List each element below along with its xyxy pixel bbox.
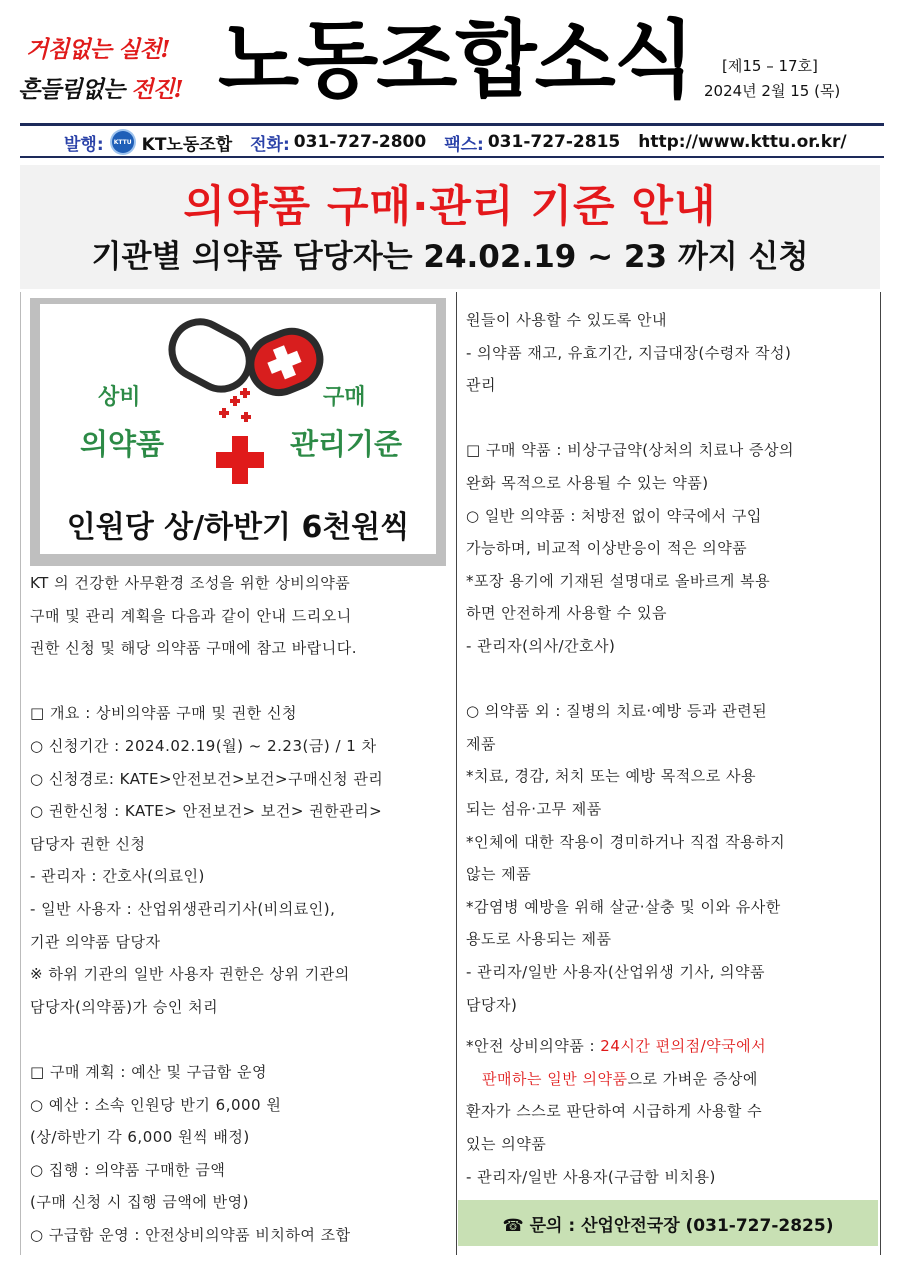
body-text-line: 가능하며, 비교적 이상반응이 적은 의약품 <box>466 539 748 558</box>
fax-number: 031-727-2815 <box>487 132 621 152</box>
body-text-line: □ 구매 계획 : 예산 및 구급함 운영 <box>30 1063 267 1081</box>
contact-box <box>458 1200 878 1246</box>
safe-medicine-line-4: 있는 의약품 <box>466 1135 547 1153</box>
body-text-line: ○ 신청경로: KATE>안전보건>보건>구매신청 관리 <box>30 769 384 788</box>
graphic-label-right-top: 구매 <box>323 385 366 410</box>
headline-title: 의약품 구매·관리 기준 안내 <box>183 182 717 232</box>
body-text-line: ○ 예산 : 소속 인원당 반기 6,000 원 <box>30 1095 282 1114</box>
body-text-line: □ 개요 : 상비의약품 구매 및 권한 신청 <box>30 704 297 723</box>
body-text-line: 담당자(의약품)가 승인 처리 <box>30 997 219 1016</box>
graphic-label-left-bottom: 의약품 <box>80 427 165 461</box>
graphic-label-right-bottom: 관리기준 <box>290 427 403 461</box>
body-text-line: ○ 권한신청 : KATE> 안전보건> 보건> 권한관리> <box>30 802 383 821</box>
medicine-graphic <box>40 304 436 554</box>
safe-medicine-manager-line: - 관리자/일반 사용자(구급함 비치용) <box>466 1168 716 1186</box>
body-text-line: ○ 집행 : 의약품 구매한 금액 <box>30 1160 226 1179</box>
body-text-line: *포장 용기에 기재된 설명대로 올바르게 복용 <box>466 571 771 590</box>
body-text-line: - 관리자/일반 사용자(산업위생 기사, 의약품 <box>466 963 765 981</box>
slogan-line-2: 흔들림없는 전진! <box>18 76 183 103</box>
body-text-line: □ 구매 약품 : 비상구급약(상처의 치료나 증상의 <box>466 441 795 460</box>
fax-label: 팩스: <box>444 134 484 155</box>
body-text-line: - 관리자 : 간호사(의료인) <box>30 867 205 886</box>
body-text-line: 권한 신청 및 해당 의약품 구매에 참고 바랍니다. <box>30 639 357 658</box>
headline-subtitle: 기관별 의약품 담당자는 24.02.19 ~ 23 까지 신청 <box>91 239 809 275</box>
contact-text: ☎ 문의 : 산업안전국장 (031-727-2825) <box>502 1215 834 1236</box>
body-text-line: - 일반 사용자 : 산업위생관리기사(비의료인), <box>30 900 336 918</box>
body-text-line: (구매 신청 시 집행 금액에 반영) <box>30 1193 249 1212</box>
headline-box <box>20 165 880 289</box>
body-text-line: - 관리자(의사/간호사) <box>466 637 616 655</box>
body-text-line: 원들이 사용할 수 있도록 안내 <box>466 311 667 329</box>
body-text-line: 구매 및 관리 계획을 다음과 같이 안내 드리오니 <box>30 606 352 625</box>
body-text-line: - 의약품 재고, 유효기간, 지급대장(수령자 작성) <box>466 343 792 362</box>
body-text-line: ○ 구급함 운영 : 안전상비의약품 비치하여 조합 <box>30 1226 351 1244</box>
slogan-line-1: 거침없는 실천! <box>26 36 170 63</box>
body-text-line: *감염병 예방을 위해 살균·살충 및 이와 유사한 <box>466 897 781 916</box>
body-text-line: ○ 신청기간 : 2024.02.19(월) ~ 2.23(금) / 1 차 <box>30 737 377 755</box>
safe-medicine-line: *안전 상비의약품 : 24시간 편의점/약국에서 <box>466 1037 767 1055</box>
graphic-label-left-top: 상비 <box>98 385 141 410</box>
body-text-line: (상/하반기 각 6,000 원씩 배정) <box>30 1128 250 1147</box>
body-text-line: 용도로 사용되는 제품 <box>466 930 612 949</box>
body-text-line: ※ 하위 기관의 일반 사용자 권한은 상위 기관의 <box>30 965 350 984</box>
body-text-line: ○ 일반 의약품 : 처방전 없이 약국에서 구입 <box>466 506 762 525</box>
body-text-line: 기관 의약품 담당자 <box>30 932 161 951</box>
body-text-line: 되는 섬유·고무 제품 <box>466 800 602 818</box>
body-text-line: 않는 제품 <box>466 865 532 884</box>
website-link[interactable]: http://www.kttu.or.kr/ <box>638 132 847 152</box>
body-text-line: ○ 의약품 외 : 질병의 치료·예방 등과 관련된 <box>466 702 768 721</box>
newsletter-title: 노동조합소식 <box>218 11 693 109</box>
safe-medicine-line-2: 판매하는 일반 의약품으로 가벼운 증상에 <box>482 1070 758 1088</box>
publisher-bar <box>64 131 861 153</box>
safe-medicine-line-3: 환자가 스스로 판단하여 시급하게 사용할 수 <box>466 1102 763 1120</box>
body-text-line: 완화 목적으로 사용될 수 있는 약품) <box>466 474 709 492</box>
body-text-line: 관리 <box>466 376 496 395</box>
issue-date: 2024년 2월 15 (목) <box>704 82 841 100</box>
header-rule-bottom <box>20 156 884 158</box>
issue-number: [제15 – 17호] <box>722 57 818 75</box>
body-text-line: 담당자) <box>466 995 518 1014</box>
header-rule <box>20 123 884 126</box>
body-text-line: 담당자 권한 신청 <box>30 834 146 853</box>
body-text-line: *치료, 경감, 처치 또는 예방 목적으로 사용 <box>466 767 756 786</box>
publisher-label: 발행: <box>64 134 104 155</box>
body-text-line: KT 의 건강한 사무환경 조성을 위한 상비의약품 <box>30 574 351 592</box>
body-text-line: *인체에 대한 작용이 경미하거나 직접 작용하지 <box>466 832 786 851</box>
tel-label: 전화: <box>250 134 290 155</box>
tel-number: 031-727-2800 <box>293 132 427 152</box>
body-text-line: 하면 안전하게 사용할 수 있음 <box>466 604 667 623</box>
publisher-org: KT노동조합 <box>141 134 233 155</box>
body-text-line: 제품 <box>466 734 496 753</box>
union-logo-icon: KTTU <box>112 131 134 153</box>
graphic-caption: 인원당 상/하반기 6천원씩 <box>66 510 410 545</box>
